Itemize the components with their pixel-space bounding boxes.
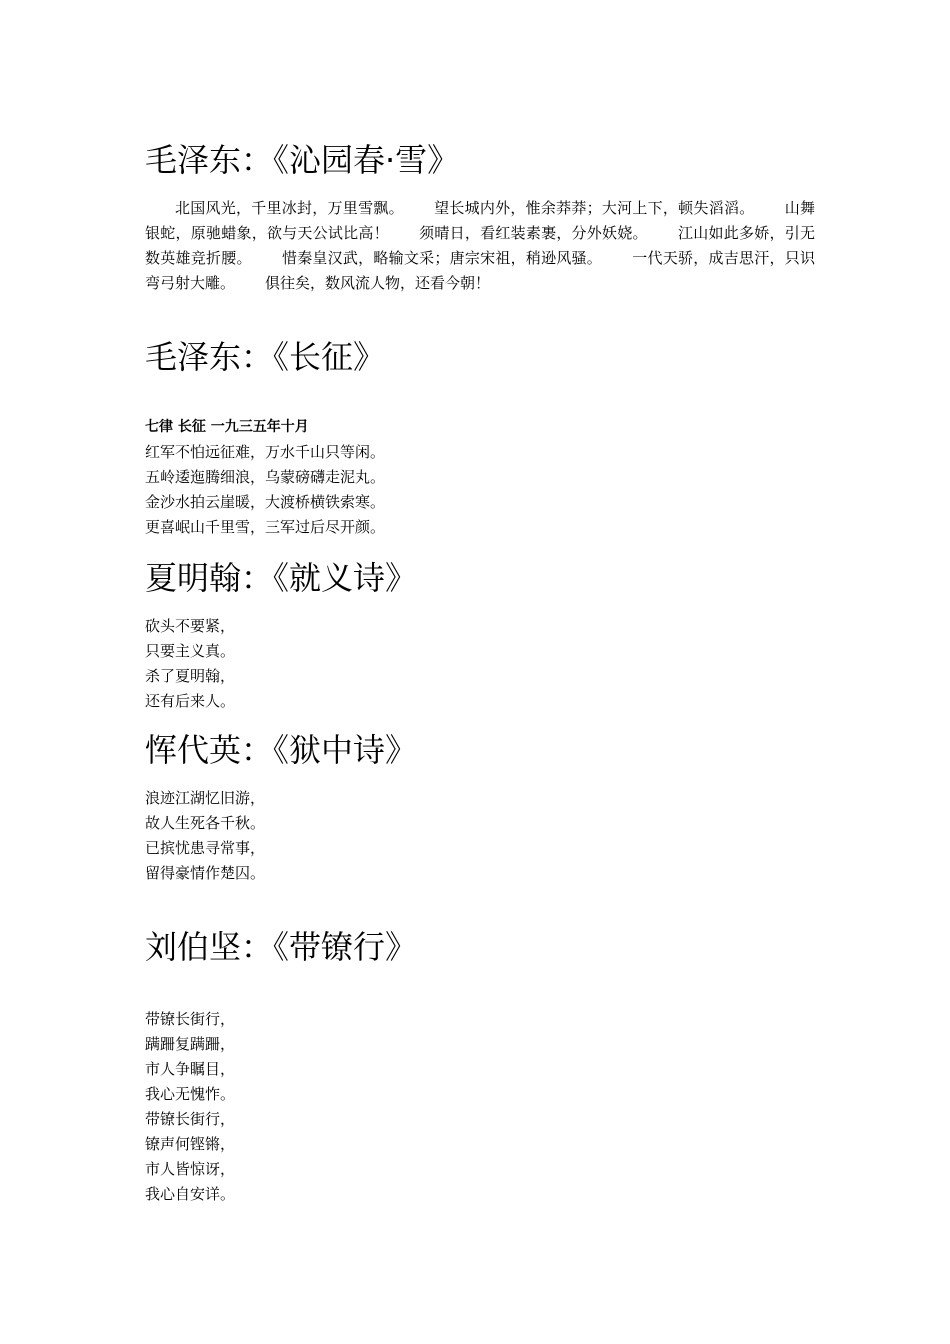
poem-line: 带镣长街行， <box>145 1010 236 1028</box>
poem-section-jiuyishi <box>145 558 815 714</box>
poem-line: 已摈忧患寻常事， <box>145 839 266 857</box>
poem-line: 更喜岷山千里雪，三军过后尽开颜。 <box>145 518 386 536</box>
poem-line: 故人生死各千秋。 <box>145 814 266 832</box>
poem-line: 市人争瞩目， <box>145 1060 236 1078</box>
poem-line: 杀了夏明翰， <box>145 667 236 685</box>
poem-section-yuzhongshi <box>145 730 815 886</box>
poem-segment: 北国风光，千里冰封，万里雪飘。 <box>175 199 404 217</box>
poem-line: 砍头不要紧， <box>145 617 236 635</box>
poem-segment: 惜秦皇汉武，略输文采；唐宗宋祖，稍逊风骚。 <box>281 249 603 267</box>
poem-section-dailiaoxing <box>145 927 815 1207</box>
poem-segment: 山舞银蛇，原驰蜡象，欲与天公试比高！ <box>145 199 815 242</box>
poem-body <box>145 786 815 886</box>
poem-segment: 俱往矣，数风流人物，还看今朝！ <box>265 274 491 292</box>
poem-body <box>145 614 815 714</box>
poem-title: 刘伯坚：《带镣行》 <box>145 928 418 966</box>
poem-line: 我心自安详。 <box>145 1185 236 1203</box>
poem-subtitle: 七律 长征 一九三五年十月 <box>145 419 309 435</box>
poem-title: 夏明翰：《就义诗》 <box>145 559 418 597</box>
poem-segment: 一代天骄，成吉思汗，只识弯弓射大雕。 <box>145 249 815 292</box>
poem-segment: 须晴日，看红装素裹，分外妖娆。 <box>418 224 648 242</box>
poem-line: 只要主义真。 <box>145 642 236 660</box>
poem-segment: 江山如此多娇，引无数英雄竞折腰。 <box>145 224 815 267</box>
poem-segment: 望长城内外，惟余莽莽；大河上下，顿失滔滔。 <box>433 199 755 217</box>
poem-line: 带镣长街行， <box>145 1110 236 1128</box>
poem-prose <box>145 196 815 296</box>
poem-title: 毛泽东：《沁园春·雪》 <box>145 141 460 179</box>
poem-section-qinyuanchun <box>145 140 815 296</box>
poem-line: 我心无愧怍。 <box>145 1085 236 1103</box>
poem-line: 红军不怕远征难，万水千山只等闲。 <box>145 443 386 461</box>
poem-line: 五岭逶迤腾细浪，乌蒙磅礴走泥丸。 <box>145 468 386 486</box>
poem-line: 金沙水拍云崖暖，大渡桥横铁索寒。 <box>145 493 386 511</box>
poem-title: 恽代英：《狱中诗》 <box>145 731 418 769</box>
poem-section-changzheng <box>145 337 815 540</box>
poem-line: 蹒跚复蹒跚， <box>145 1035 236 1053</box>
poem-body <box>145 1007 815 1207</box>
poem-line: 浪迹江湖忆旧游， <box>145 789 266 807</box>
poem-line: 市人皆惊讶， <box>145 1160 236 1178</box>
poem-line: 还有后来人。 <box>145 692 236 710</box>
poem-title: 毛泽东：《长征》 <box>145 338 386 376</box>
poem-line: 镣声何铿锵， <box>145 1135 236 1153</box>
poem-line: 留得豪情作楚囚。 <box>145 864 266 882</box>
poem-body <box>145 415 815 540</box>
